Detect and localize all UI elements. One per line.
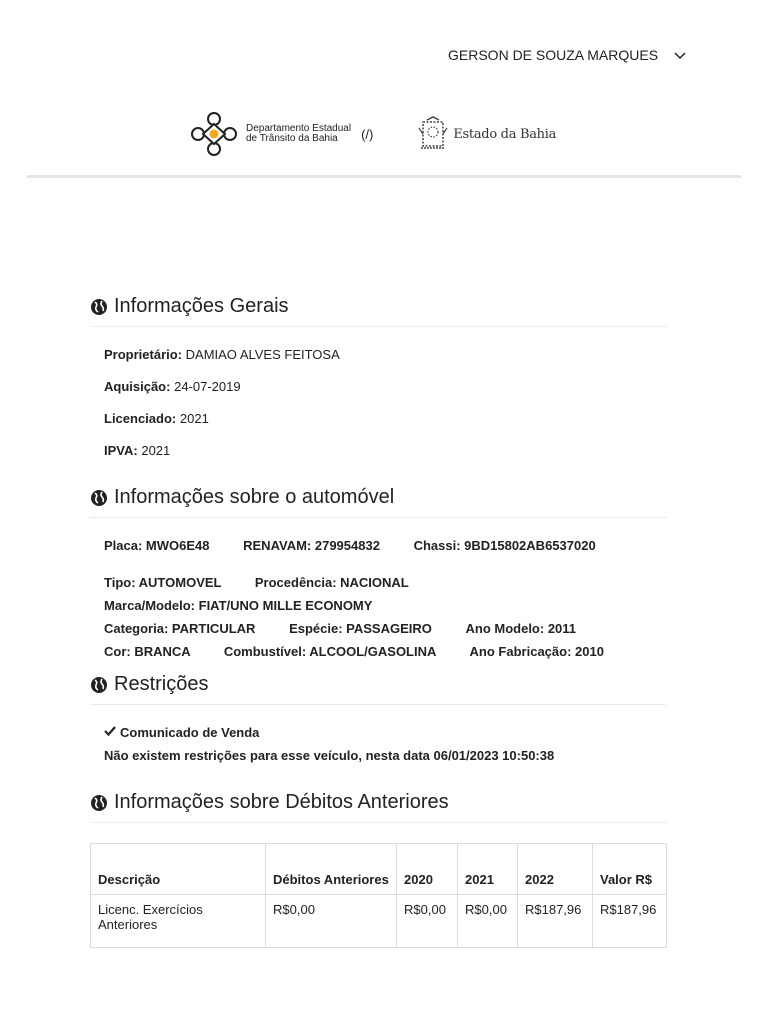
brand-model: Marca/Modelo: FIAT/UNO MILLE ECONOMY: [104, 598, 373, 613]
cell-previous-debts: R$0,00: [266, 895, 397, 948]
section-debts-title: Informações sobre Débitos Anteriores: [114, 791, 449, 813]
detran-text: [246, 124, 351, 144]
detran-line2: de Trânsito da Bahia: [246, 133, 338, 144]
col-2020: 2020: [397, 844, 458, 895]
globe-icon: [90, 298, 108, 316]
detran-line1: Departamento Estadual: [246, 123, 352, 134]
section-vehicle: [90, 486, 666, 518]
renavam: RENAVAM: 279954832: [243, 538, 380, 553]
chevron-down-icon: [672, 47, 688, 63]
owner-value: DAMIAO ALVES FEITOSA: [185, 347, 340, 362]
restriction-item-label: Comunicado de Venda: [120, 725, 260, 740]
acquisition-row: [104, 379, 241, 394]
header-logos: [190, 112, 556, 156]
detran-logo[interactable]: [190, 112, 351, 156]
restriction-message: Não existem restrições para esse veículo, nesta data 06/01/2023 10:50:38: [104, 748, 555, 763]
plate: Placa: MWO6E48: [104, 538, 210, 553]
licensed-label: Licenciado:: [104, 411, 177, 426]
check-icon: [104, 725, 116, 737]
ipva-value: 2021: [141, 443, 171, 458]
licensed-row: [104, 411, 209, 426]
fuel: Combustível: ALCOOL/GASOLINA: [223, 644, 436, 659]
user-menu[interactable]: [448, 47, 688, 63]
section-restrictions: [90, 673, 666, 705]
globe-icon: [90, 794, 108, 812]
globe-icon: [90, 489, 108, 507]
cell-total: R$187,96: [593, 895, 667, 948]
col-2022: 2022: [518, 844, 593, 895]
col-total: Valor R$: [593, 844, 667, 895]
bahia-label: Estado da Bahia: [453, 126, 557, 142]
species: Espécie: PASSAGEIRO: [289, 621, 432, 636]
section-general: [90, 295, 666, 327]
cell-description: Licenc. Exercícios Anteriores: [91, 895, 266, 948]
acquisition-label: Aquisição:: [104, 379, 171, 394]
section-debts: [90, 791, 666, 823]
globe-icon: [90, 676, 108, 694]
cell-2021: R$0,00: [458, 895, 518, 948]
col-previous-debts: Débitos Anteriores: [266, 844, 397, 895]
logo-separator: (/): [361, 126, 374, 142]
color-row: [104, 644, 604, 659]
model-year: Ano Modelo: 2011: [465, 621, 577, 636]
ipva-row: [104, 443, 170, 458]
model-row: [104, 598, 372, 613]
table-header-row: [91, 844, 667, 895]
section-restrictions-title: Restrições: [114, 673, 209, 695]
col-2021: 2021: [458, 844, 518, 895]
debts-table: [90, 843, 667, 948]
category-row: [104, 621, 576, 636]
origin: Procedência: NACIONAL: [254, 575, 409, 590]
section-vehicle-title: Informações sobre o automóvel: [114, 486, 395, 508]
ipva-label: IPVA:: [104, 443, 138, 458]
licensed-value: 2021: [179, 411, 209, 426]
manufacture-year: Ano Fabricação: 2010: [469, 644, 604, 659]
col-description: Descrição: [91, 844, 266, 895]
section-general-title: Informações Gerais: [114, 295, 289, 317]
user-name: GERSON DE SOUZA MARQUES: [448, 47, 659, 63]
acquisition-value: 24-07-2019: [174, 379, 241, 394]
chassi: Chassi: 9BD15802AB6537020: [413, 538, 596, 553]
plate-row: [104, 538, 596, 553]
bahia-crest-icon: [417, 116, 449, 152]
table-row: [91, 895, 667, 948]
color: Cor: BRANCA: [104, 644, 191, 659]
cell-2022: R$187,96: [518, 895, 593, 948]
header-divider: [27, 175, 741, 178]
owner-label: Proprietário:: [104, 347, 183, 362]
bahia-logo[interactable]: [417, 116, 556, 152]
vehicle-type: Tipo: AUTOMOVEL: [104, 575, 222, 590]
cell-2020: R$0,00: [397, 895, 458, 948]
restriction-item: [104, 725, 259, 740]
type-row: [104, 575, 409, 590]
category: Categoria: PARTICULAR: [104, 621, 256, 636]
detran-emblem-icon: [190, 112, 238, 156]
owner-row: [104, 347, 340, 362]
